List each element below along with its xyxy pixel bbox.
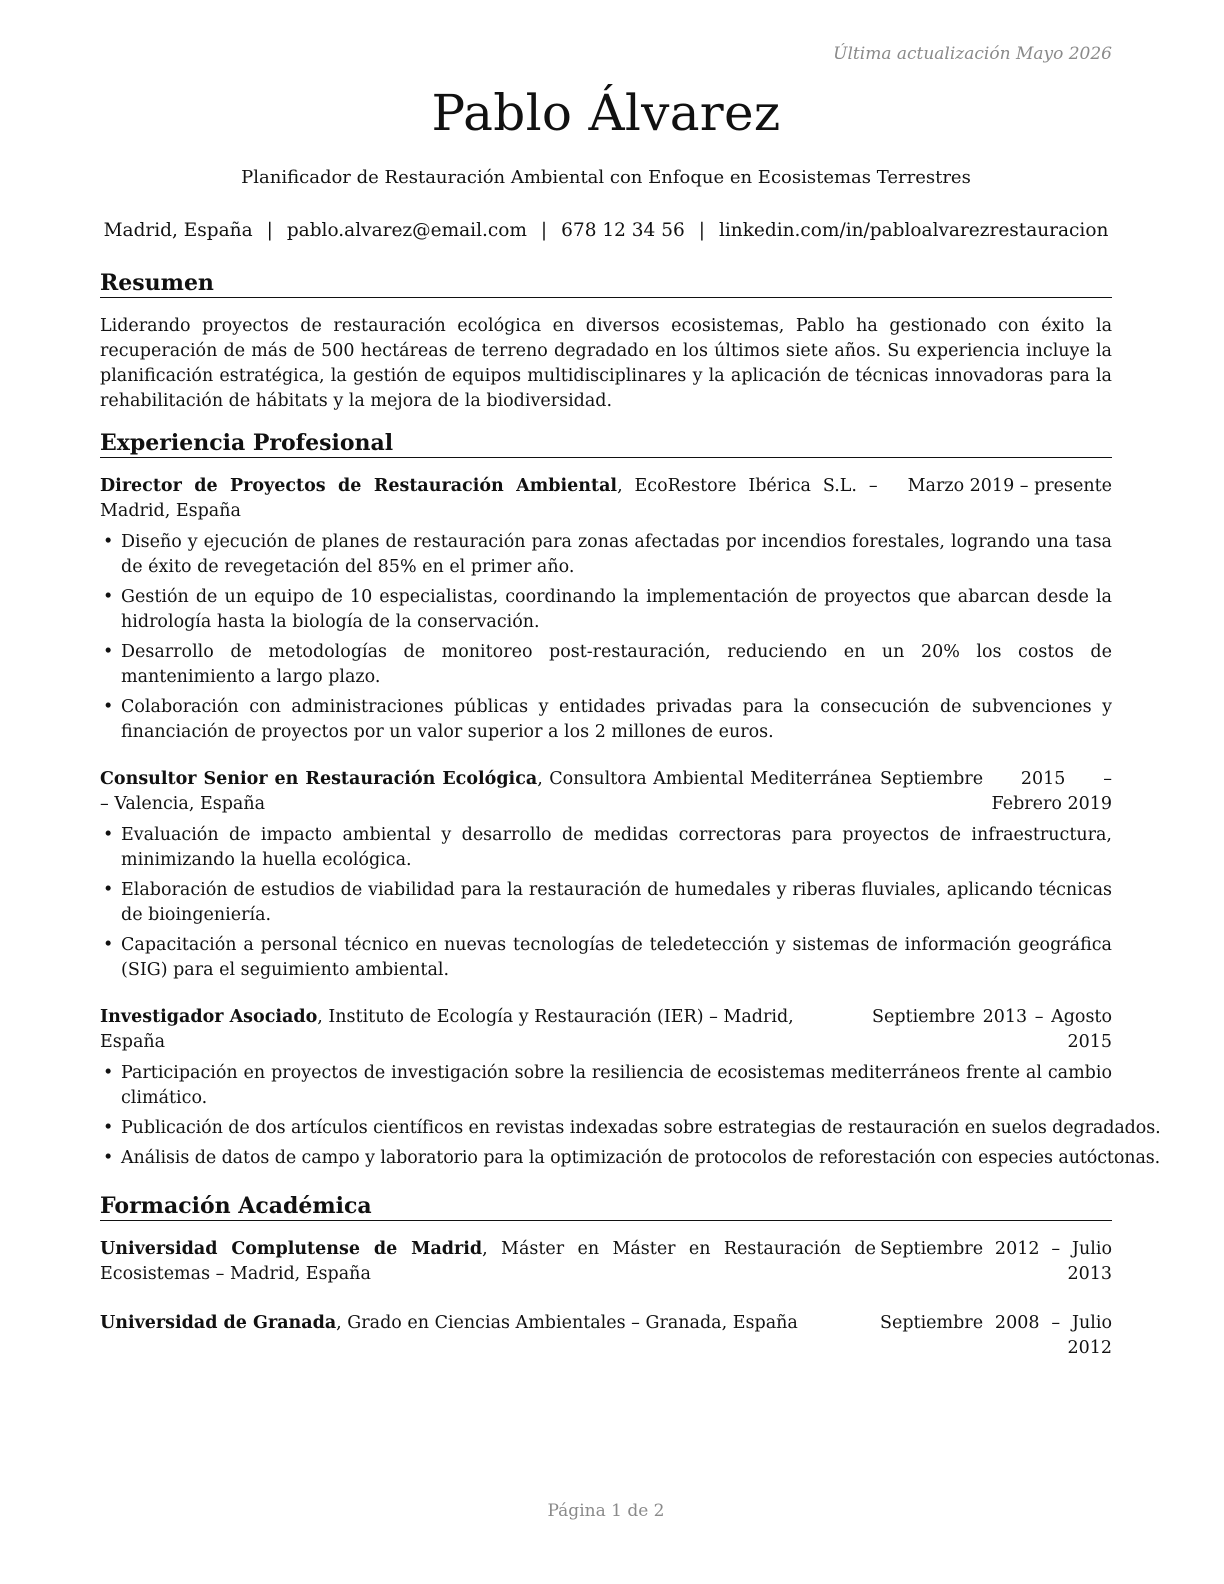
education-dates: Septiembre 2012 – Julio 2013 [880, 1239, 1112, 1284]
contact-location: Madrid, España [103, 220, 253, 241]
job-entry [100, 767, 1112, 988]
education-header [100, 1311, 1112, 1361]
job-entry [100, 474, 1112, 750]
contact-separator: | [266, 220, 273, 241]
candidate-headline: Planificador de Restauración Ambiental con Enfoque en Ecosistemas Terrestres [241, 167, 971, 188]
contact-separator: | [698, 220, 705, 241]
summary-text: Liderando proyectos de restauración ecológica en diversos ecosistemas, Pablo ha gestionado con éxito la recuperación de más de 500 hectáreas de terreno degradado en los últimos siete años. Su experiencia incluye la planificación estratégica, la gestión de equipos multidisciplinares y la aplicación de técnicas innovadoras para la rehabilitación de hábitats y la mejora de la biodiversidad. [100, 316, 1112, 411]
contact-separator: | [540, 220, 548, 241]
job-header [100, 1005, 1112, 1055]
job-dates: Septiembre 2015 – Febrero 2019 [880, 769, 1112, 814]
section-title-education: Formación Académica [100, 1193, 1112, 1221]
candidate-name: Pablo Álvarez [431, 84, 781, 142]
list-item: • Capacitación a personal técnico en nuevas tecnologías de teledetección y sistemas de información geográfica (SIG) para el seguimiento ambiental. [100, 933, 1112, 983]
list-item: • Elaboración de estudios de viabilidad para la restauración de humedales y riberas fluviales, aplicando técnicas de bioingeniería. [100, 878, 1112, 928]
job-role: Consultor Senior en Restauración Ecológica [100, 769, 538, 789]
page-number: Página 1 de 2 [547, 1501, 665, 1521]
education-detail: , Máster en Máster en Restauración de Ecosistemas – Madrid, España [100, 1239, 876, 1284]
job-organization: , Instituto de Ecología y Restauración (IER) – Madrid, España [100, 1007, 794, 1052]
job-header [100, 474, 1112, 524]
job-role: Director de Proyectos de Restauración Ambiental [100, 476, 618, 496]
list-item: • Participación en proyectos de investigación sobre la resiliencia de ecosistemas mediterráneos frente al cambio climático. [100, 1061, 1112, 1111]
education-institution: Universidad Complutense de Madrid [100, 1239, 483, 1259]
list-item: • Publicación de dos artículos científicos en revistas indexadas sobre estrategias de restauración en suelos degradados. [100, 1116, 1112, 1141]
job-organization: , Consultora Ambiental Mediterránea – Valencia, España [100, 769, 872, 814]
job-header [100, 767, 1112, 817]
section-title-experience: Experiencia Profesional [100, 430, 1112, 458]
contact-phone: 678 12 34 56 [561, 220, 685, 241]
last-updated-note: Última actualización Mayo 2026 [833, 44, 1112, 64]
list-item: • Desarrollo de metodologías de monitoreo post-restauración, reduciendo en un 20% los costos de mantenimiento a largo plazo. [100, 640, 1112, 690]
job-role: Investigador Asociado [100, 1007, 318, 1027]
job-bullet-list [100, 1061, 1161, 1171]
contact-line [100, 220, 1112, 241]
section-title-summary: Resumen [100, 270, 1112, 298]
contact-email[interactable]: pablo.alvarez@email.com [286, 220, 527, 241]
list-item: • Colaboración con administraciones públicas y entidades privadas para la consecución de subvenciones y financiación de proyectos por un valor superior a los 2 millones de euros. [100, 695, 1112, 745]
job-bullet-list [100, 823, 1112, 983]
education-detail: , Grado en Ciencias Ambientales – Granada, España [336, 1313, 798, 1333]
job-bullet-list [100, 530, 1112, 745]
list-item: • Gestión de un equipo de 10 especialistas, coordinando la implementación de proyectos que abarcan desde la hidrología hasta la biología de la conservación. [100, 585, 1112, 635]
resume-page [100, 0, 1161, 1584]
education-dates: Septiembre 2008 – Julio 2012 [880, 1313, 1112, 1358]
job-dates: Marzo 2019 – presente [907, 476, 1112, 496]
contact-linkedin[interactable]: linkedin.com/in/pabloalvarezrestauracion [718, 220, 1109, 241]
list-item: • Análisis de datos de campo y laboratorio para la optimización de protocolos de reforestación con especies autóctonas. [100, 1146, 1112, 1171]
list-item: • Evaluación de impacto ambiental y desarrollo de medidas correctoras para proyectos de infraestructura, minimizando la huella ecológica. [100, 823, 1112, 873]
job-organization: , EcoRestore Ibérica S.L. – Madrid, España [100, 476, 878, 521]
list-item: • Diseño y ejecución de planes de restauración para zonas afectadas por incendios forestales, logrando una tasa de éxito de revegetación del 85% en el primer año. [100, 530, 1112, 580]
job-entry [100, 1005, 1161, 1176]
job-dates: Septiembre 2013 – Agosto 2015 [872, 1007, 1112, 1052]
education-entry [100, 1311, 1112, 1361]
education-header [100, 1237, 1112, 1287]
education-entry [100, 1237, 1112, 1287]
education-institution: Universidad de Granada [100, 1313, 337, 1333]
